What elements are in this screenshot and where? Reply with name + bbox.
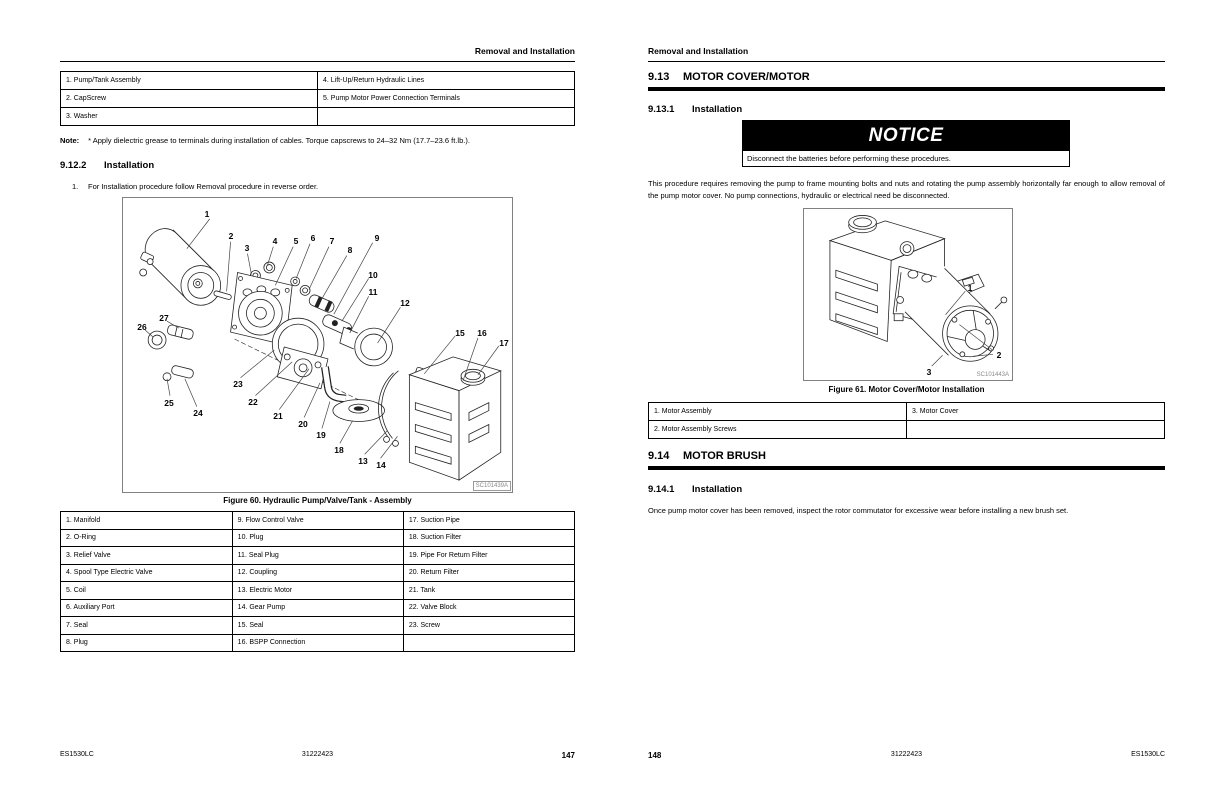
figure-60-caption: Figure 60. Hydraulic Pump/Valve/Tank - Assembly: [223, 496, 412, 505]
table-cell: 4. Spool Type Electric Valve: [61, 564, 233, 582]
step-number: 1.: [72, 182, 79, 191]
callout-label: 2: [996, 349, 1002, 360]
callout-label: 7: [329, 235, 335, 246]
callout-label: 19: [316, 429, 326, 440]
footer-doc-code: ES1530LC: [60, 751, 94, 758]
table-cell: 15. Seal: [232, 617, 403, 635]
table-cell: 17. Suction Pipe: [403, 512, 574, 530]
table-cell: 1. Motor Assembly: [649, 403, 907, 421]
table-cell: 16. BSPP Connection: [232, 634, 403, 652]
table-row: [61, 599, 575, 617]
table-cell: [907, 421, 1165, 439]
table-cell: 5. Coil: [61, 582, 233, 600]
table-cell: 1. Pump/Tank Assembly: [61, 72, 318, 90]
table-cell: 23. Screw: [403, 617, 574, 635]
notice-title: NOTICE: [742, 120, 1070, 151]
note-text: * Apply dielectric grease to terminals during installation of cables. Torque capscrews to 24–32 Nm (17.7–23.6 ft.lb.).: [88, 136, 470, 145]
table-cell: 22. Valve Block: [403, 599, 574, 617]
table-cell: 14. Gear Pump: [232, 599, 403, 617]
footer-page-number-text: 148: [648, 751, 662, 760]
section-number: 9.14.1: [648, 484, 675, 495]
table-cell: 9. Flow Control Valve: [232, 512, 403, 530]
table-row: [61, 617, 575, 635]
note: [60, 136, 575, 145]
table-row: [61, 72, 575, 90]
table-cell: 18. Suction Filter: [403, 529, 574, 547]
table-cell: 10. Plug: [232, 529, 403, 547]
table-cell: 3. Relief Valve: [61, 547, 233, 565]
section-heading-9-12-2: [60, 160, 154, 171]
section-rule: [648, 87, 1165, 91]
table-row: [61, 108, 575, 126]
component-table: [60, 71, 575, 126]
callout-label: 4: [272, 235, 278, 246]
table-row: [649, 403, 1165, 421]
callout-label: 15: [455, 327, 465, 338]
callout-label: 24: [193, 407, 203, 418]
footer-part-number: 31222423: [301, 751, 334, 758]
footer-doc-code: ES1530LC: [1131, 751, 1165, 758]
table-cell: 20. Return Filter: [403, 564, 574, 582]
section-number: 9.13: [648, 71, 670, 83]
callout-label: 3: [244, 242, 250, 253]
figure-61-diagram: [804, 209, 1012, 380]
callout-label: 3: [926, 366, 932, 377]
table-row: [61, 582, 575, 600]
section-title: Installation: [104, 160, 155, 171]
table-row: [649, 421, 1165, 439]
callout-label: 12: [400, 297, 410, 308]
table-cell: 8. Plug: [61, 634, 233, 652]
table-row: [61, 90, 575, 108]
callout-label: 17: [499, 337, 509, 348]
table-row: [61, 564, 575, 582]
footer-part-number: 31222423: [890, 751, 923, 758]
table-cell: [403, 634, 574, 652]
callout-label: 21: [273, 410, 283, 421]
installation-step: [72, 182, 572, 191]
callout-label: 26: [137, 321, 147, 332]
callout-label: 20: [298, 418, 308, 429]
callout-label: 25: [164, 397, 174, 408]
callout-label: 27: [159, 312, 169, 323]
table-cell: 19. Pipe For Return Filter: [403, 547, 574, 565]
callout-label: 18: [334, 444, 344, 455]
brush-paragraph: Once pump motor cover has been removed, inspect the rotor commutator for excessive wear before installing a new brush set.: [648, 506, 1069, 515]
table-cell: 2. O-Ring: [61, 529, 233, 547]
notice-box: [742, 120, 1070, 167]
parts-table: [60, 511, 575, 652]
table-cell: 2. CapScrew: [61, 90, 318, 108]
notice-text: Disconnect the batteries before performing these procedures.: [742, 151, 1070, 167]
table-cell: 2. Motor Assembly Screws: [649, 421, 907, 439]
section-number: 9.14: [648, 450, 670, 462]
section-number: 9.12.2: [60, 160, 87, 171]
figure-60-code: SC101439A: [473, 481, 511, 491]
callout-label: 6: [310, 232, 316, 243]
table-row: [61, 529, 575, 547]
motor-table: [648, 402, 1165, 439]
callout-label: 23: [233, 378, 243, 389]
table-row: [61, 547, 575, 565]
section-rule: [648, 466, 1165, 470]
callout-label: 8: [347, 244, 353, 255]
table-row: [61, 634, 575, 652]
table-cell: 4. Lift-Up/Return Hydraulic Lines: [318, 72, 575, 90]
section-heading-9-14: [648, 450, 1165, 462]
note-label: Note:: [60, 136, 80, 145]
section-number: 9.13.1: [648, 104, 675, 115]
table-cell: 7. Seal: [61, 617, 233, 635]
callout-label: 5: [293, 235, 299, 246]
table-cell: 1. Manifold: [61, 512, 233, 530]
footer-page-number: 147: [561, 751, 575, 760]
figure-60: [122, 197, 513, 493]
table-cell: 12. Coupling: [232, 564, 403, 582]
table-cell: 11. Seal Plug: [232, 547, 403, 565]
callout-label: 13: [358, 455, 368, 466]
figure-61-caption: Figure 61. Motor Cover/Motor Installation: [828, 385, 985, 394]
callout-label: 9: [374, 232, 380, 243]
section-title: Installation: [692, 484, 743, 495]
table-cell: 21. Tank: [403, 582, 574, 600]
section-title: MOTOR BRUSH: [683, 450, 766, 462]
section-heading-9-13: [648, 71, 1165, 83]
callout-label: 1: [967, 282, 973, 293]
callout-label: 16: [477, 327, 487, 338]
table-row: [61, 512, 575, 530]
section-heading-9-14-1: [648, 484, 742, 495]
figure-60-diagram: [123, 198, 512, 492]
section-heading-9-13-1: [648, 104, 742, 115]
header-rule: [648, 61, 1165, 62]
section-title: MOTOR COVER/MOTOR: [683, 71, 810, 83]
figure-61-code: SC101443A: [976, 372, 1009, 378]
callout-label: 1: [204, 208, 210, 219]
running-header: Removal and Installation: [474, 46, 575, 56]
figure-61: [803, 208, 1013, 381]
page-footer: [648, 751, 1165, 763]
callout-label: 11: [368, 286, 378, 297]
callout-label: 10: [368, 269, 378, 280]
table-cell: 3. Motor Cover: [907, 403, 1165, 421]
table-cell: 6. Auxiliary Port: [61, 599, 233, 617]
table-cell: 5. Pump Motor Power Connection Terminals: [318, 90, 575, 108]
table-cell: [318, 108, 575, 126]
section-title: Installation: [692, 104, 743, 115]
procedure-paragraph: This procedure requires removing the pump to frame mounting bolts and nuts and rotating the pump assembly horizontally far enough to allow removal of the pump motor cover. No pump connections, hydraulic or electrical need be disconnected.: [648, 179, 1165, 200]
table-cell: 3. Washer: [61, 108, 318, 126]
table-cell: 13. Electric Motor: [232, 582, 403, 600]
step-text: For Installation procedure follow Removal procedure in reverse order.: [88, 182, 319, 191]
header-rule: [60, 61, 575, 62]
callout-label: 14: [376, 459, 386, 470]
callout-label: 2: [228, 230, 234, 241]
running-header: Removal and Installation: [648, 46, 749, 56]
callout-label: 22: [248, 396, 258, 407]
page-footer: [60, 751, 575, 763]
